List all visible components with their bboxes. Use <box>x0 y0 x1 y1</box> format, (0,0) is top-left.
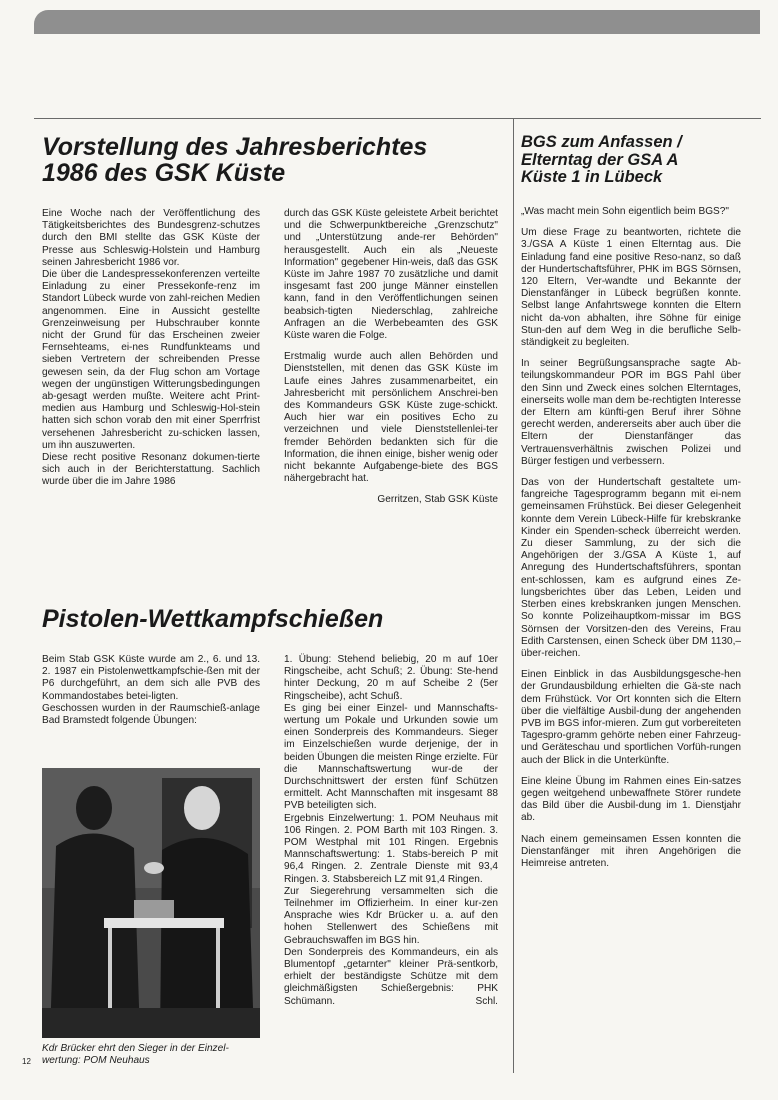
article1-col2 <box>284 208 498 507</box>
divider-vertical <box>513 118 514 1073</box>
header-bar <box>34 10 760 34</box>
article2-author: Schl. <box>475 995 498 1007</box>
article3-body <box>521 206 741 870</box>
article3-paragraph: Um diese Frage zu beantworten, richtete die 3./GSA A Küste 1 einen Elterntag aus. Die Einladung fand eine positive Reso-nanz, so daß der Hundertschaftsführer, PHK im BGS Sörnsen, 120 Eltern, Ver-wandte und Bekannte der Dienstanfänger in Lübeck begrüßen konnte. Selbst lange Anfahrtswege konnten die Eltern nicht da-von abhalten, ihre Söhne für einige Stun-den auf dem Weg in die berufliche Selb-ständigkeit zu begleiten. <box>521 227 741 349</box>
article2-col1 <box>42 654 260 727</box>
article1-col2-text-a: durch das GSK Küste geleistete Arbeit berichtet und die Schwerpunktbereiche „Grenzschutz" und „Unterstützung ande-rer Behörden" herausgestellt. Auch ein als „Neueste Information" gegebener Hin-weis, daß das GSK Küste im Jahre 1987 70 zusätzliche und damit insgesamt fast 200 junge Männer einstellen kann, fand in den Veröffentlichungen seinen beabsich-tigten Niederschlag, zahlreiche Anfragen an die Werbebeamten des GSK Küste waren die Folge. <box>284 208 498 342</box>
article2-col2 <box>284 654 498 1008</box>
article3-paragraph: Das von der Hundertschaft gestaltete um-fangreiche Tagesprogramm begann mit ei-nem gemeinsamen Frühstück. Bei dieser Gelegenheit konnte dem Verein Lübeck-Hilfe für krebskranke Kinder ein Spenden-scheck überreicht werden. Zu dieser Sammlung, zu der sich die Angehörigen der 3./GSA A Küste 1, auf Anregung des Hundertschaftsführers, spontan ent-schlossen, kam es aufgrund eines Ze-lungsberichtes über das Leben, Leiden und Sterben eines krebskranken jungen Menschen. So konnte Polizeihauptkom-missar im BGS Sörnsen der Vorsitzen-den des Vereins, Frau Edith Carstensen, einen Scheck über DM 1130,– über-reichen. <box>521 477 741 659</box>
page-number: 12 <box>22 1057 31 1066</box>
article1-col1 <box>42 208 260 489</box>
article3-paragraph: Eine kleine Übung im Rahmen eines Ein-satzes gegen weitgehend unbewaffnete Störer rundete das Bild über die Ausbil-dung im 1. Dienstjahr ab. <box>521 775 741 824</box>
article3-title: BGS zum Anfassen / Elterntag der GSA A Küste 1 in Lübeck <box>521 133 682 186</box>
article2-title: Pistolen-Wettkampfschießen <box>42 605 384 633</box>
article1-title: Vorstellung des Jahresberichtes 1986 des GSK Küste <box>42 133 428 187</box>
article1-col2-text-b: Erstmalig wurde auch allen Behörden und Dienststellen, mit denen das GSK Küste im Laufe eines Jahres zusammenarbeitet, ein Jahresbericht mit persönlichem Anschrei-ben des Kommandeurs GSK Küste zuge-schickt. Auch hier war ein positives Echo zu verzeichnen und viele Dienststellenlei-ter fremder Behörden bedankten sich für die Information, die ihnen einige, bisher wenig oder nicht bekannte Aufgabenge-biete des BGS nähergebracht hat. <box>284 351 498 485</box>
article3-paragraph: „Was macht mein Sohn eigentlich beim BGS?" <box>521 206 729 217</box>
award-photo <box>42 768 260 1038</box>
article3-paragraph: Einen Einblick in das Ausbildungsgesche-hen der Grundausbildung erhielten die Gä-ste nach dem Frühstück. Vor Ort konnten sich die Eltern über die vielfältige Ausbil-dung der angehenden PVB im BGS infor-mieren. Zum gut vorbereiteten Tagespro-gramm gehörte neben einer Fahrzeug-und Geräteschau und sportlichen Vorfüh-rungen auch der Blick in die Unterkünfte. <box>521 669 741 766</box>
article1-col1-text: Eine Woche nach der Veröffentlichung des Tätigkeitsberichtes des Bundesgrenz-schutzes durch den BMI stellte das GSK Küste der Presse aus Schleswig-Holstein und Hamburg seinen Jahresbericht 1986 vor. Die über die Landespressekonferenzen verteilte Einladung zu einer Pressekonfe-renz im Standort Lübeck wurde von zahl-reichen Medien angenommen. Eine in Aussicht gestellte Grenzeinweisung per Hubschrauber konnte nicht der Grund für das Erscheinen zweier Fernsehteams, ei-nes Rundfunkteams und sieben Vertretern der schreibenden Presse gewesen sein, da der Flug schon am Vortage wegen der ungünstigen Witterungsbedingungen ab-gesagt werden mußte. Weitere acht Print-medien aus Hamburg und Schleswig-Hol-stein hatten sich schon vorab den mit einer Sperrfrist versehenen Jahresbericht zu-schicken lassen, um ihn auszuwerten. Diese recht positive Resonanz dokumen-tierte sich auch in der Berichterstattung. Sachlich wurde über die im Jahre 1986 <box>42 208 260 488</box>
divider-horizontal <box>34 118 761 119</box>
photo-caption: Kdr Brücker ehrt den Sieger in der Einzel-wertung: POM Neuhaus <box>42 1043 229 1067</box>
article1-author: Gerritzen, Stab GSK Küste <box>377 494 498 506</box>
article2-col1-text: Beim Stab GSK Küste wurde am 2., 6. und 13. 2. 1987 ein Pistolenwettkampfschie-ßen mit der P6 durchgeführt, an dem sich alle PVB des Kommandostabes betei-ligten. Geschossen wurden in der Raumschieß-anlage Bad Bramstedt folgende Übungen: <box>42 654 260 727</box>
article3-paragraph: Nach einem gemeinsamen Essen konnten die Dienstanfänger mit ihren Angehörigen die Heimreise antreten. <box>521 833 741 869</box>
award-photo-illustration <box>42 768 260 1038</box>
article2-col2-text: 1. Übung: Stehend beliebig, 20 m auf 10er Ringscheibe, acht Schuß; 2. Übung: Ste-hend hinter Deckung, 20 m auf Scheibe 2 (5er Ringscheibe), acht Schuß. Es ging bei einer Einzel- und Mannschafts-wertung um Pokale und Urkunden sowie um einen Sonderpreis des Kommandeurs. Sieger im Einzelschießen wurde derjenige, der in beiden Übungen die meisten Ringe erzielte. Für die Mannschaftswertung wur-de der Durchschnittswert der ersten fünf Schützen ermittelt. Acht Mannschaften mit insgesamt 88 PVB beteiligten sich. Ergebnis Einzelwertung: 1. POM Neuhaus mit 106 Ringen. 2. POM Barth mit 103 Ringen. 3. POM Westphal mit 101 Ringen. Ergebnis Mannschaftswertung: 1. Stabs-bereich P mit 96,4 Ringen. 2. Zentrale Dienste mit 93,4 Ringen. 3. Stabsbereich LZ mit 91,4 Ringen. Zur Siegerehrung versammelten sich die Teilnehmer im Offizierheim. In einer kur-zen Ansprache wies Kdr Brücker u. a. auf den hohen Stellenwert des Schießens mit Gebrauchswaffen im BGS hin. Den Sonderpreis des Kommandeurs, ein als Blumentopf „getarnter" kleiner Prä-sentkorb, erhielt der beständigste Schütze mit dem gleichmäßigsten Schießergebnis: PHK Schümann. <box>284 654 498 1007</box>
article3-paragraph: In seiner Begrüßungsansprache sagte Ab-teilungskommandeur POR im BGS Pahl über den Sinn und Zweck eines solchen Elterntages, einerseits wolle man dem be-rechtigten Interesse der Eltern am künfti-gen Beruf ihrer Söhne gerecht werden, andererseits aber auch über die Eltern der Dienstanfänger das Vertrauensverhältnis zwischen Polizei und Bürger festigen und verbessern. <box>521 358 741 467</box>
